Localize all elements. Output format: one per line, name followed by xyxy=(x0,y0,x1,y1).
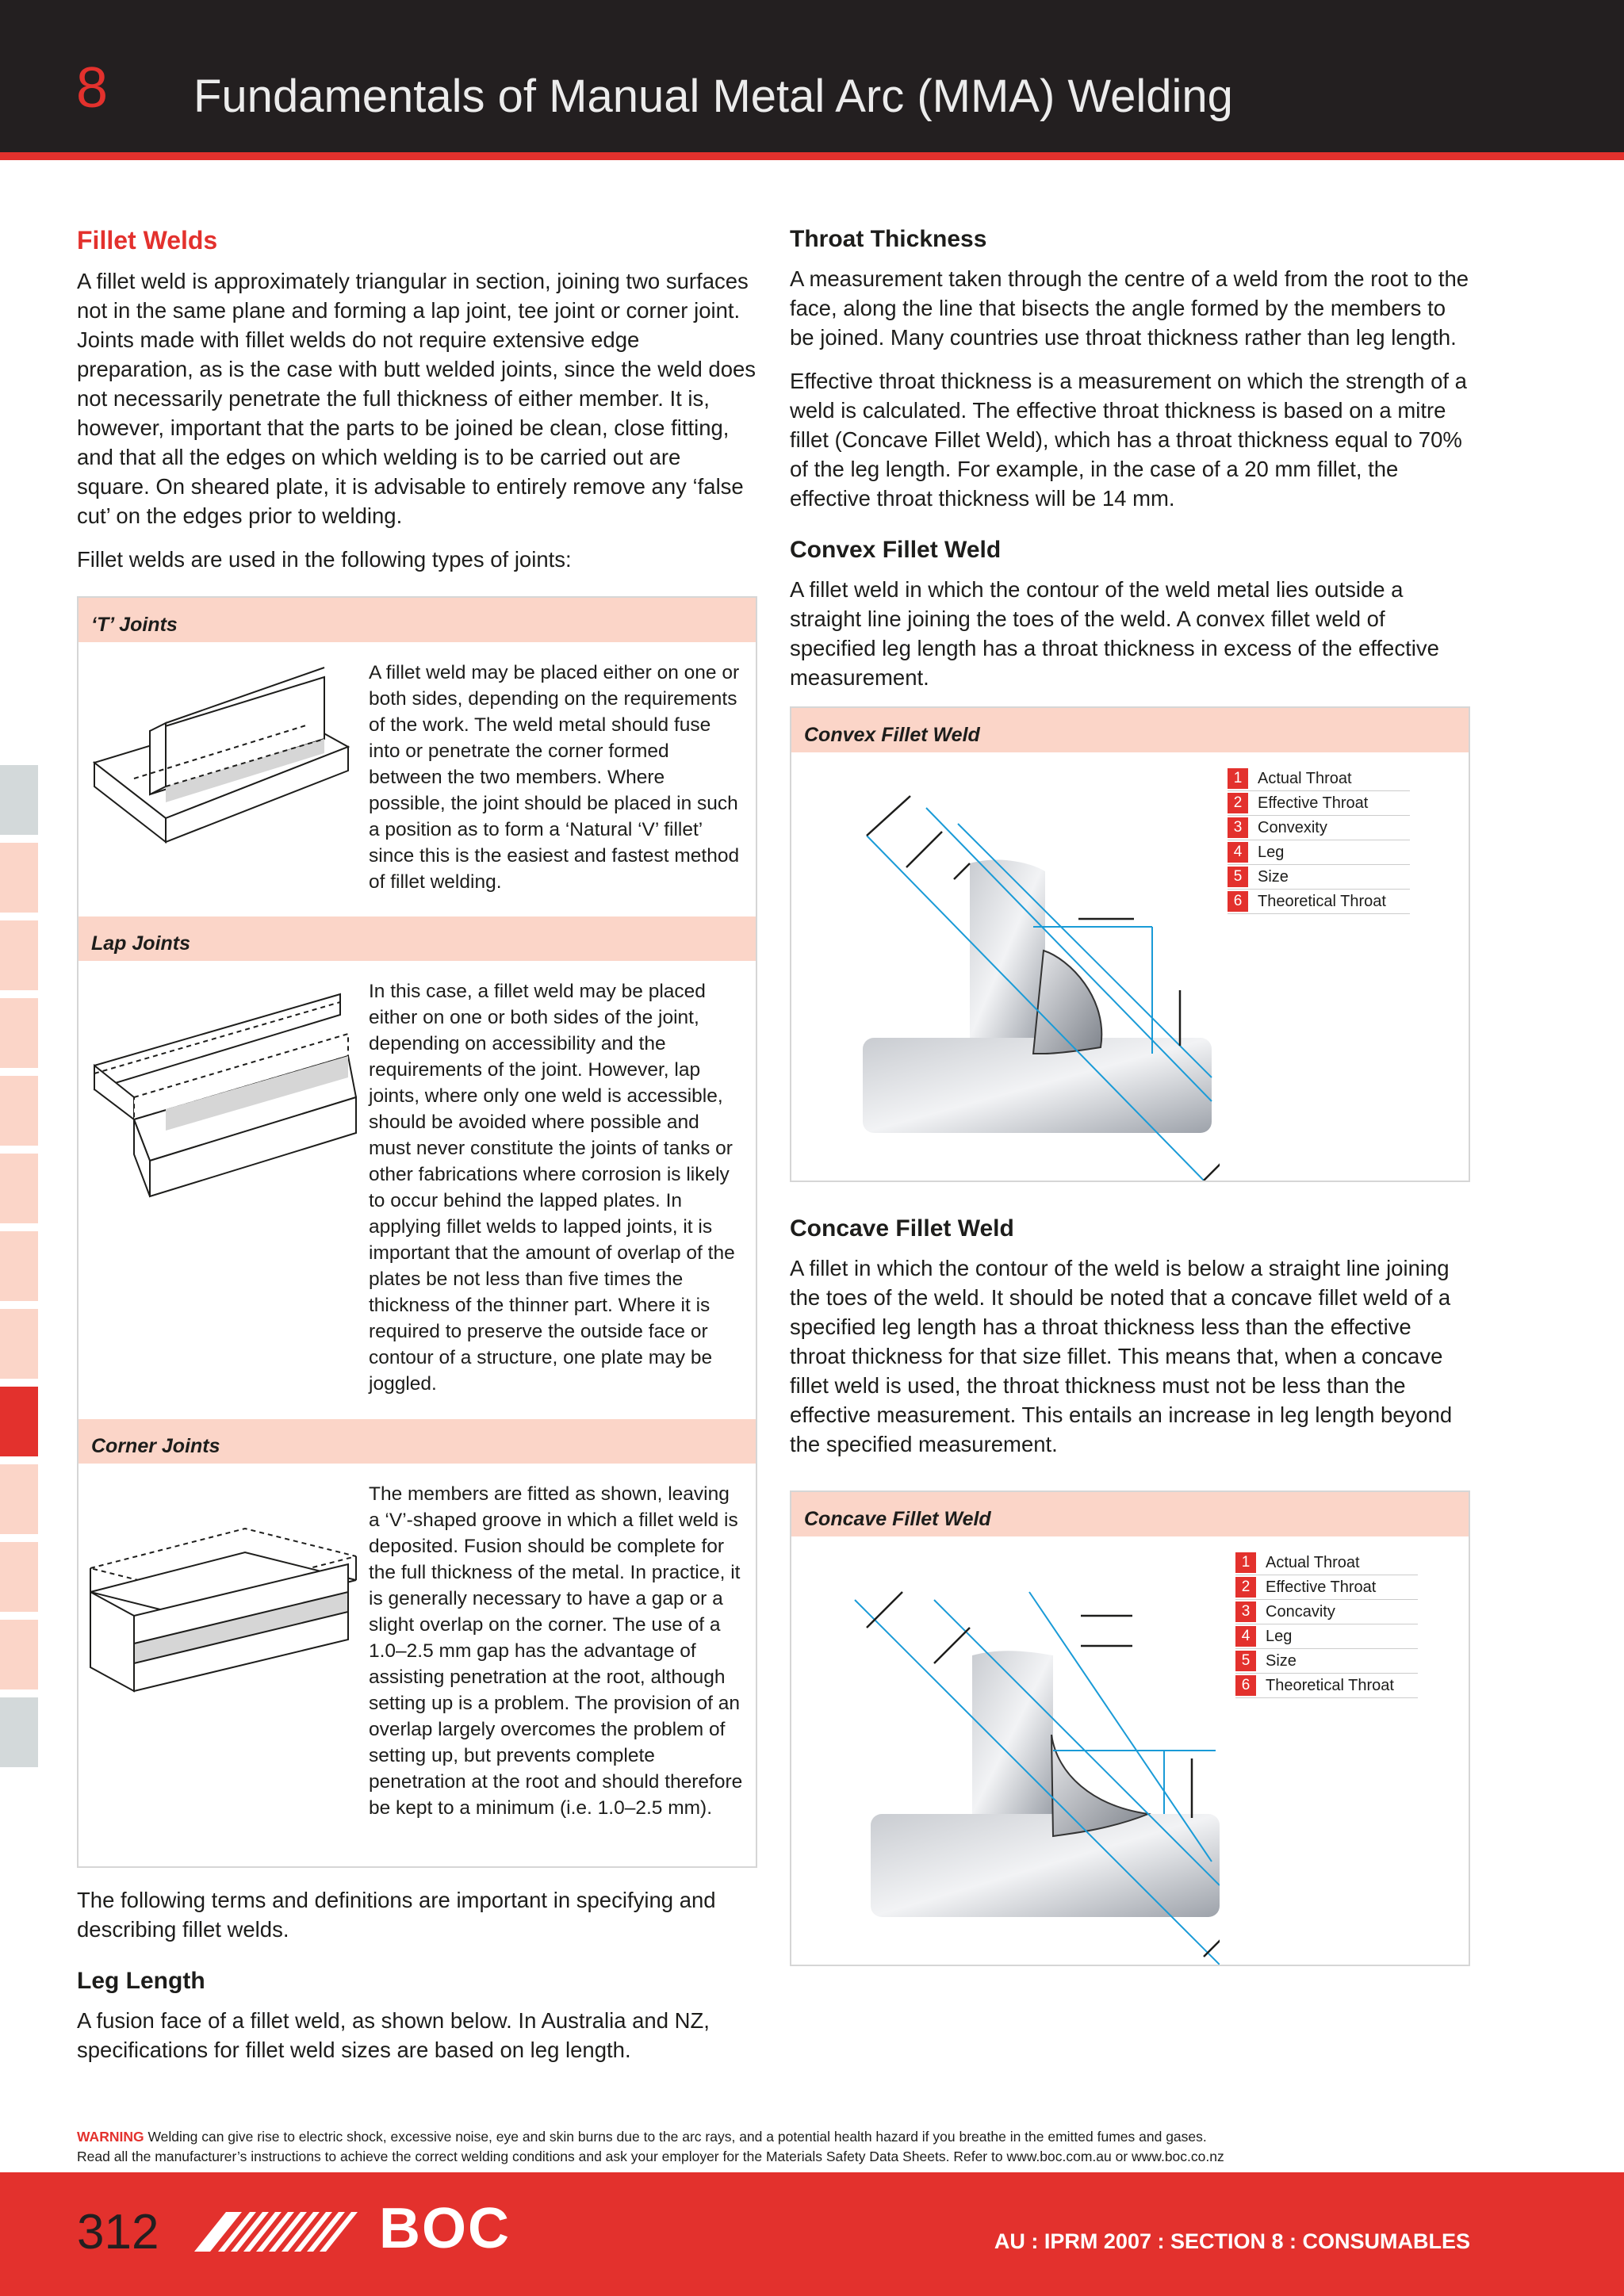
convex-figure-body xyxy=(791,752,1469,1181)
corner-joints-title: Corner Joints xyxy=(79,1419,756,1464)
legend-label: Convexity xyxy=(1258,818,1327,836)
side-tab[interactable] xyxy=(0,920,38,990)
warning-line-1: Welding can give rise to electric shock, excessive noise, eye and skin burns due to the arc rays, and a potential health hazard if you breathe in the emitted fumes and gases. xyxy=(147,2129,1207,2145)
lap-joint-drawing xyxy=(86,978,366,1216)
legend-label: Concavity xyxy=(1266,1602,1335,1621)
lap-joints-row xyxy=(79,961,756,1419)
legend-label: Theoretical Throat xyxy=(1266,1676,1394,1694)
lap-joints-text: In this case, a fillet weld may be placed either on one or both sides of the joint, depending on accessibility and the requirements of the joint. However, lap joints, where only one weld is accessible, should be avoided where possible and must never constitute the joints of tanks or other fabrications where corrosion is likely to occur behind the lapped plates. In applying fillet welds to lapped joints, it is important that the amount of overlap of the plates be not less than five times the thickness of the thinner part. Where it is required to preserve the outside face or contour of a structure, one plate may be joggled. xyxy=(369,981,735,1395)
throat-thickness-p2: Effective throat thickness is a measurement on which the strength of a weld is calculated. The effective throat thickness is based on a mitre fillet (Concave Fillet Weld), which has a throat thickness equal to 70% of the leg length. For example, in the case of a 20 mm fillet, the effective throat thickness will be 14 mm. xyxy=(790,369,1467,511)
legend-label: Actual Throat xyxy=(1258,769,1352,787)
legend-number: 1 xyxy=(1235,1552,1256,1573)
side-tab[interactable] xyxy=(0,1231,38,1301)
legend-item xyxy=(1228,865,1410,890)
convex-weld-diagram xyxy=(791,752,1220,1181)
right-column xyxy=(790,226,1470,1966)
legend-item xyxy=(1228,791,1410,816)
convex-legend xyxy=(1228,767,1410,914)
side-tab[interactable] xyxy=(0,1154,38,1223)
side-tab[interactable] xyxy=(0,843,38,913)
boc-logo-stripes-icon xyxy=(194,2212,369,2252)
legend-label: Leg xyxy=(1266,1627,1293,1645)
legend-item xyxy=(1235,1575,1418,1600)
concave-text: A fillet in which the contour of the weld is below a straight line joining the toes of the weld. It should be noted that a concave fillet weld of a specified leg length has a throat thickness less than the effective throat thickness for that size fillet. This means that, when a concave fillet weld is used, the throat thickness must not be less than the effective measurement. This entails an increase in leg length beyond the specified measurement. xyxy=(790,1256,1453,1456)
side-tab[interactable] xyxy=(0,1542,38,1612)
legend-item xyxy=(1228,840,1410,865)
legend-number: 6 xyxy=(1228,891,1248,912)
t-joints-title: ‘T’ Joints xyxy=(79,598,756,642)
concave-weld-diagram xyxy=(791,1536,1220,1965)
legend-label: Size xyxy=(1258,867,1289,886)
concave-figure xyxy=(790,1490,1470,1966)
joint-types-panel xyxy=(77,596,757,1868)
legend-label: Leg xyxy=(1258,843,1285,861)
legend-label: Effective Throat xyxy=(1258,794,1369,812)
section-label: AU : IPRM 2007 : SECTION 8 : CONSUMABLES xyxy=(994,2229,1470,2253)
legend-item xyxy=(1235,1624,1418,1649)
convex-heading: Convex Fillet Weld xyxy=(790,537,1002,563)
leg-length-heading: Leg Length xyxy=(77,1968,205,1994)
legend-item xyxy=(1235,1674,1418,1698)
legend-label: Theoretical Throat xyxy=(1258,892,1386,910)
legend-item xyxy=(1228,816,1410,840)
side-tab[interactable] xyxy=(0,1076,38,1146)
boc-logo: BOC xyxy=(379,2197,511,2260)
leg-length-text: A fusion face of a fillet weld, as shown below. In Australia and NZ, specifications for fillet weld sizes are based on leg length. xyxy=(77,2008,710,2062)
legend-number: 3 xyxy=(1235,1601,1256,1622)
concave-figure-body xyxy=(791,1536,1469,1965)
fillet-welds-intro: A fillet weld is approximately triangular in section, joining two surfaces not in the same plane and forming a lap joint, tee joint or corner joint. Joints made with fillet welds do not require extensive edge preparation, as is the case with butt welded joints, since the weld does not necessarily penetrate the full thickness of either member. It is, however, important that the parts to be joined be clean, close fitting, and that all the edges on which welding is to be carried out are square. On sheared plate, it is advisable to entirely remove any ‘false cut’ on the edges prior to welding. xyxy=(77,269,756,528)
legend-number: 3 xyxy=(1228,817,1248,838)
throat-thickness-p1: A measurement taken through the centre of a weld from the root to the face, along the line that bisects the angle formed by the members to be joined. Many countries use throat thickness rather than leg length. xyxy=(790,266,1469,350)
convex-text: A fillet weld in which the contour of the weld metal lies outside a straight line joining the toes of the weld. A convex fillet weld of specified leg length has a throat thickness in excess of the effective measurement. xyxy=(790,577,1439,690)
legend-label: Size xyxy=(1266,1651,1297,1670)
legend-item xyxy=(1235,1551,1418,1575)
legend-number: 1 xyxy=(1228,768,1248,789)
legend-number: 4 xyxy=(1235,1626,1256,1647)
chapter-number: 8 xyxy=(76,56,109,120)
corner-joint-drawing xyxy=(86,1481,366,1735)
legend-item xyxy=(1228,890,1410,914)
throat-thickness-heading: Throat Thickness xyxy=(790,226,987,252)
corner-joints-row xyxy=(79,1464,756,1866)
side-tab[interactable] xyxy=(0,1464,38,1534)
warning-line-2: Read all the manufacturer’s instructions to achieve the correct welding conditions and ask your employer for the Materials Safety Data Sheets. Refer to www.boc.com.au or www.boc.co.nz xyxy=(77,2149,1224,2164)
legend-number: 5 xyxy=(1235,1651,1256,1671)
warning-label: WARNING xyxy=(77,2129,144,2145)
legend-label: Effective Throat xyxy=(1266,1578,1377,1596)
convex-figure-title: Convex Fillet Weld xyxy=(791,708,1469,752)
fillet-welds-heading: Fillet Welds xyxy=(77,226,218,254)
legend-label: Actual Throat xyxy=(1266,1553,1360,1571)
side-tab[interactable] xyxy=(0,1620,38,1689)
legend-item xyxy=(1235,1649,1418,1674)
legend-number: 4 xyxy=(1228,842,1248,863)
legend-item xyxy=(1235,1600,1418,1624)
t-joint-drawing xyxy=(86,660,366,866)
lap-joints-title: Lap Joints xyxy=(79,916,756,961)
legend-number: 2 xyxy=(1235,1577,1256,1598)
left-column xyxy=(77,226,757,2079)
chapter-title: Fundamentals of Manual Metal Arc (MMA) Welding xyxy=(193,71,1233,122)
t-joints-row xyxy=(79,642,756,916)
side-tab[interactable] xyxy=(0,1309,38,1379)
corner-joints-text: The members are fitted as shown, leaving a ‘V’-shaped groove in which a fillet weld is deposited. Fusion should be complete for the full thickness of the metal. In practice, it is generally necessary to have a gap or a slight overlap on the corner. The use of a 1.0–2.5 mm gap has the advantage of assisting penetration at the root, although setting up is a problem. The provision of an overlap largely overcomes the problem of setting up, but prevents complete penetration at the root and should therefore be kept to a minimum (i.e. 1.0–2.5 mm). xyxy=(369,1483,743,1819)
side-tab[interactable] xyxy=(0,765,38,835)
t-joints-text: A fillet weld may be placed either on one or both sides, depending on the requirements of the work. The weld metal should fuse into or penetrate the corner formed between the two members. Where possible, the joint should be placed in such a position as to form a ‘Natural ‘V’ fillet’ since this is the easiest and fastest method of fillet welding. xyxy=(369,662,740,893)
concave-heading: Concave Fillet Weld xyxy=(790,1215,1014,1242)
concave-legend xyxy=(1235,1551,1418,1698)
side-tabs xyxy=(0,765,38,1775)
joint-types-intro: Fillet welds are used in the following types of joints: xyxy=(77,547,572,572)
concave-figure-title: Concave Fillet Weld xyxy=(791,1492,1469,1536)
terms-intro: The following terms and definitions are important in specifying and describing fillet welds. xyxy=(77,1888,716,1942)
safety-warning xyxy=(77,2127,1552,2167)
legend-number: 5 xyxy=(1228,867,1248,887)
header-divider xyxy=(0,152,1624,160)
legend-item xyxy=(1228,767,1410,791)
side-tab[interactable] xyxy=(0,998,38,1068)
convex-figure xyxy=(790,706,1470,1182)
page-number: 312 xyxy=(77,2205,159,2260)
legend-number: 6 xyxy=(1235,1675,1256,1696)
side-tab-active[interactable] xyxy=(0,1387,38,1456)
legend-number: 2 xyxy=(1228,793,1248,813)
side-tab[interactable] xyxy=(0,1697,38,1767)
